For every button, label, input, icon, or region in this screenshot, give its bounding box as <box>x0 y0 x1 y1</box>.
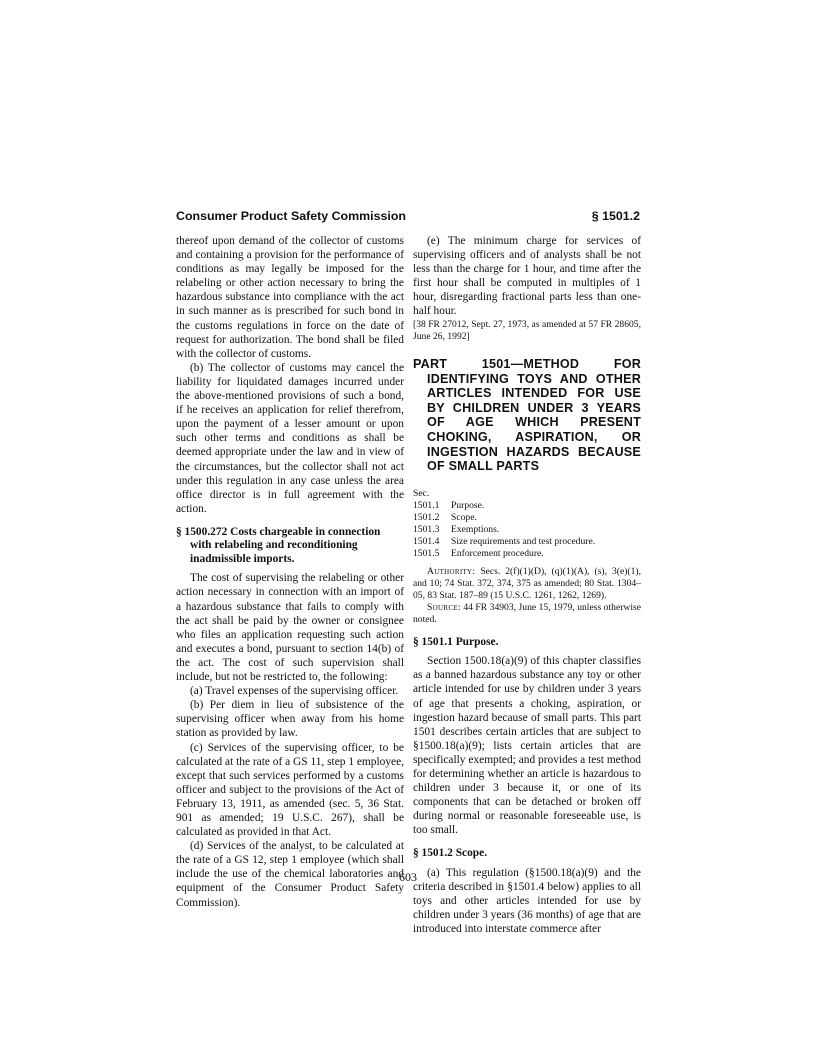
toc-number: 1501.5 <box>413 547 440 559</box>
toc-title: Exemptions. <box>451 523 500 535</box>
toc-row <box>413 536 641 548</box>
page-number: 603 <box>399 870 417 884</box>
section-heading-1500-272: § 1500.272 Costs chargeable in connection with relabeling and reconditioning inadmissible imports. <box>176 525 381 565</box>
source-label: Source: <box>427 601 461 613</box>
part-title: PART 1501—METHOD FOR IDENTIFYING TOYS AND OTHER ARTICLES INTENDED FOR USE BY CHILDREN UNDER 3 YEARS OF AGE WHICH PRESENT CHOKING, ASPIRATION, OR INGESTION HAZARDS BECAUSE OF SMALL PARTS <box>413 356 641 474</box>
paragraph-b: (b) The collector of customs may cancel the liability for liquidated damages incurred under the above-mentioned provisions of such a bond, if he receives an application for relief therefrom, upon the payment of a lesser amount or upon such other terms and conditions as shall be deemed appropriate under the law and in view of the circumstances, but the collector shall not act under this regulation in any case unless the area office director is in full agreement with the action. <box>176 361 404 515</box>
item-e: (e) The minimum charge for services of supervising officers and of analysts shall be not less than the charge for 1 hour, and time after the first hour shall be computed in multiples of 1 hour, disregarding fractional parts less than one-half hour. <box>413 235 641 318</box>
item-a: (a) Travel expenses of the supervising officer. <box>190 685 399 698</box>
section-1501-2-text: (a) This regulation (§1500.18(a)(9) and the criteria described in §1501.4 below) applies to all toys and other articles intended for use by children under 3 years (36 months) of age that are introduced into interstate commerce after <box>413 866 641 936</box>
toc-number: 1501.4 <box>413 535 440 547</box>
toc-row <box>413 512 641 524</box>
toc-number: 1501.2 <box>413 511 440 523</box>
toc-row <box>413 548 641 560</box>
header-agency: Consumer Product Safety Commission <box>176 209 406 223</box>
toc-row <box>413 524 641 536</box>
section-intro: The cost of supervising the relabeling or other action necessary in connection with an import of a hazardous substance that fails to comply with the act shall be paid by the owner or consignee who files an application requesting such action and executes a bond, pursuant to section 14(b) of the act. The cost of such supervision shall include, but not be restricted to, the following: <box>176 572 404 684</box>
source-note <box>413 602 641 626</box>
section-heading-1501-1: § 1501.1 Purpose. <box>413 635 499 648</box>
left-column <box>176 234 404 910</box>
right-column <box>413 234 641 936</box>
authority-note <box>413 566 641 602</box>
header-section: § 1501.2 <box>591 209 640 223</box>
item-c: (c) Services of the supervising officer, to be calculated at the rate of a GS 11, step 1 employee, except that such services performed by a customs officer and subject to the provisions of the Act of February 13, 1911, as amended (sec. 5, 36 Stat. 901 as amended; 19 U.S.C. 267), shall be calculated as provided in that Act. <box>176 741 404 839</box>
toc-number: 1501.3 <box>413 523 440 535</box>
toc-number: 1501.1 <box>413 499 440 511</box>
toc-title: Enforcement procedure. <box>451 547 544 559</box>
toc-title: Purpose. <box>451 499 485 511</box>
toc-label: Sec. <box>413 487 430 499</box>
section-1501-1-text: Section 1500.18(a)(9) of this chapter classifies as a banned hazardous substance any toy or other article intended for use by children under 3 years of age that presents a choking, aspiration, or ingestion hazard because of small parts. This part 1501 describes certain articles that are subject to §1500.18(a)(9); lists certain articles that are specifically exempted; and provides a test method for determining whether an article is hazardous to children under 3 because it, or one of its components that can be detached or broken off during normal or reasonable foreseeable use, is too small. <box>413 655 641 837</box>
item-d: (d) Services of the analyst, to be calculated at the rate of a GS 12, step 1 employee (which shall include the use of the chemical laboratories and equipment of the Consumer Product Safety Commission). <box>176 840 404 909</box>
toc-row <box>413 500 641 512</box>
running-header <box>176 209 640 229</box>
toc-title: Scope. <box>451 511 477 523</box>
section-heading-1501-2: § 1501.2 Scope. <box>413 847 488 860</box>
table-of-contents <box>413 488 641 560</box>
toc-title: Size requirements and test procedure. <box>451 535 596 547</box>
authority-label: Authority: <box>427 565 476 577</box>
authority-text: Secs. 2(f)(1)(D), (q)(1)(A), (s), 3(e)(1), and 10; 74 Stat. 372, 374, 375 as amended; 80 Stat. 1304–05, 83 Stat. 187–89 (15 U.S.C. 1261, 1262, 1269). <box>413 565 641 601</box>
amendment-citation: [38 FR 27012, Sept. 27, 1973, as amended at 57 FR 28605, June 26, 1992] <box>413 318 641 342</box>
paragraph-continued: thereof upon demand of the collector of customs and containing a provision for the performance of conditions as may legally be imposed for the relabeling or other action necessary to bring the hazardous substance into compliance with the act in such manner as is prescribed for such bond in the customs regulations in force on the date of request for authorization. The bond shall be filed with the collector of customs. <box>176 235 404 360</box>
item-b: (b) Per diem in lieu of subsistence of the supervising officer when away from his home station as provided by law. <box>176 699 404 740</box>
source-text: 44 FR 34903, June 15, 1979, unless otherwise noted. <box>413 601 641 625</box>
